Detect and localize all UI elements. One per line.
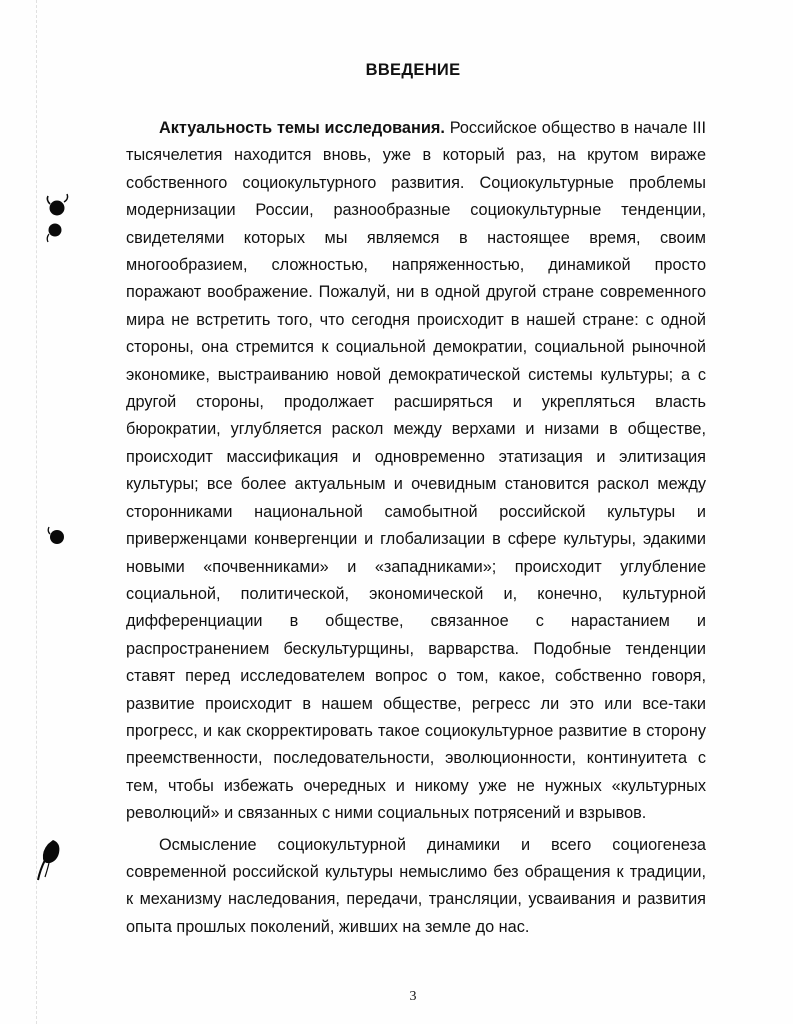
paragraph-lead: Актуальность темы исследования. (159, 119, 445, 137)
paragraph-tradition (126, 832, 706, 942)
body-text (126, 115, 706, 941)
page-number: 3 (409, 989, 417, 1004)
paragraph-body: Российское общество в начале III тысячелетия находится вновь, уже в который раз, на крутом вираже собственного социокультурного развития. Социокультурные проблемы модернизации России, разнообразные социокультурные тенденции, свидетелями которых мы являемся в настоящее время, своим многообразием, сложностью, напряженностью, динамикой просто поражают воображение. Пожалуй, ни в одной другой стране современного мира не встретить того, что сегодня происходит в нашей стране: с одной стороны, она стремится к социальной демократии, социальной рыночной экономике, выстраиванию новой демократической системы культуры; а с другой стороны, продолжает расширяться и укрепляться власть бюрократии, углубляется раскол между верхами и низами в обществе, происходит массификация и одновременно этатизация и элитизация культуры; все более актуальным и очевидным становится раскол между сторонниками национальной самобытной российской культуры и приверженцами конвергенции и глобализации в сфере культуры, эдакими новыми «почвенниками» и «западниками»; происходит углубление социальной, политической, экономической и, конечно, культурной дифференциации в обществе, связанное с нарастанием и распространением бескультурщины, варварства. Подобные тенденции ставят перед исследователем вопрос о том, какое, собственно говоря, развитие происходит в нашем обществе, регресс ли это или все-таки прогресс, и как скорректировать такое социокультурное развитие в сторону преемственности, последовательности, эволюционности, континуитета с тем, чтобы избежать очередных и никому уже не нужных «культурных революций» и связанных с ними социальных потрясений и взрывов. (126, 119, 706, 823)
binding-edge (36, 0, 37, 1024)
paragraph-body: Осмысление социокультурной динамики и всего социогенеза современной российской культуры немыслимо без обращения к традиции, к механизму наследования, передачи, трансляции, усваивания и развития опыта прошлых поколений, живших на земле до нас. (126, 835, 706, 936)
section-heading: ВВЕДЕНИЕ (365, 61, 461, 79)
punch-hole-mark-3 (34, 836, 68, 884)
punch-hole-mark-2 (44, 524, 70, 550)
paragraph-relevance (126, 115, 706, 828)
punch-hole-mark-1 (40, 188, 74, 250)
